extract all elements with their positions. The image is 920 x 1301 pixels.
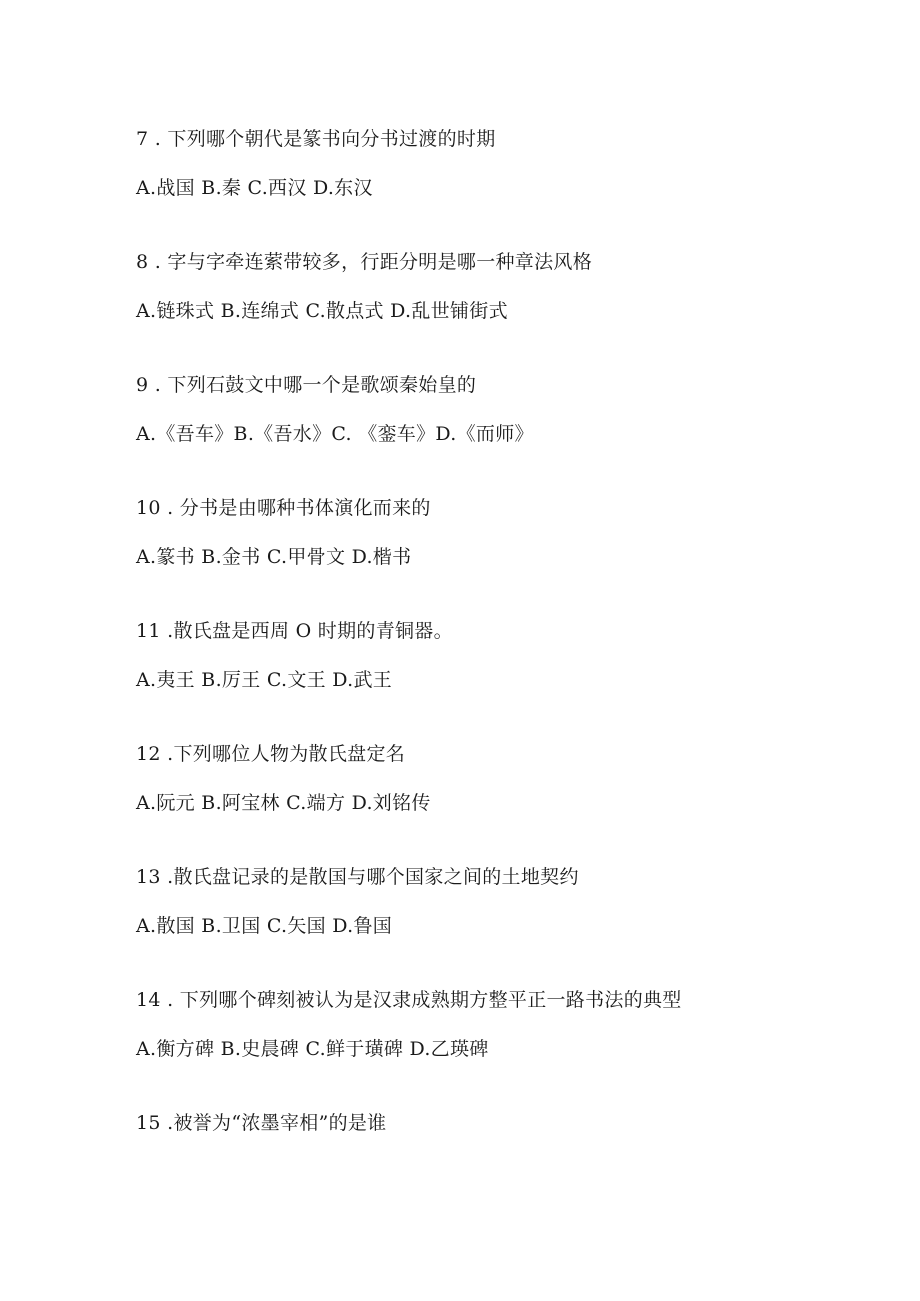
question-8-prompt: 8 . 字与字牵连萦带较多，行距分明是哪一种章法风格: [136, 251, 593, 273]
question-12-options: A.阮元 B.阿宝林 C.端方 D.刘铭传: [136, 792, 431, 814]
question-9-prompt: 9 . 下列石鼓文中哪一个是歌颂秦始皇的: [136, 374, 477, 396]
question-10-prompt: 10 . 分书是由哪种书体演化而来的: [136, 497, 431, 519]
question-9-options: A.《吾车》B.《吾水》C. 《銮车》D.《而师》: [136, 423, 534, 445]
question-15-prompt: 15 .被誉为“浓墨宰相”的是谁: [136, 1112, 387, 1134]
question-10-options: A.篆书 B.金书 C.甲骨文 D.楷书: [136, 546, 412, 568]
question-7-options: A.战国 B.秦 C.西汉 D.东汉: [136, 177, 373, 199]
question-7-prompt: 7 . 下列哪个朝代是篆书向分书过渡的时期: [136, 128, 496, 150]
question-14-prompt: 14 . 下列哪个碑刻被认为是汉隶成熟期方整平正一路书法的典型: [136, 989, 682, 1011]
question-13-options: A.散国 B.卫国 C.矢国 D.鲁国: [136, 915, 393, 937]
question-14-options: A.衡方碑 B.史晨碑 C.鲜于璜碑 D.乙瑛碑: [136, 1038, 489, 1060]
question-12-prompt: 12 .下列哪位人物为散氏盘定名: [136, 743, 406, 765]
question-11-options: A.夷王 B.厉王 C.文王 D.武王: [136, 669, 393, 691]
question-11-prompt: 11 .散氏盘是西周 O 时期的青铜器。: [136, 620, 453, 642]
question-13-prompt: 13 .散氏盘记录的是散国与哪个国家之间的土地契约: [136, 866, 579, 888]
question-8-options: A.链珠式 B.连绵式 C.散点式 D.乱世铺街式: [136, 300, 508, 322]
